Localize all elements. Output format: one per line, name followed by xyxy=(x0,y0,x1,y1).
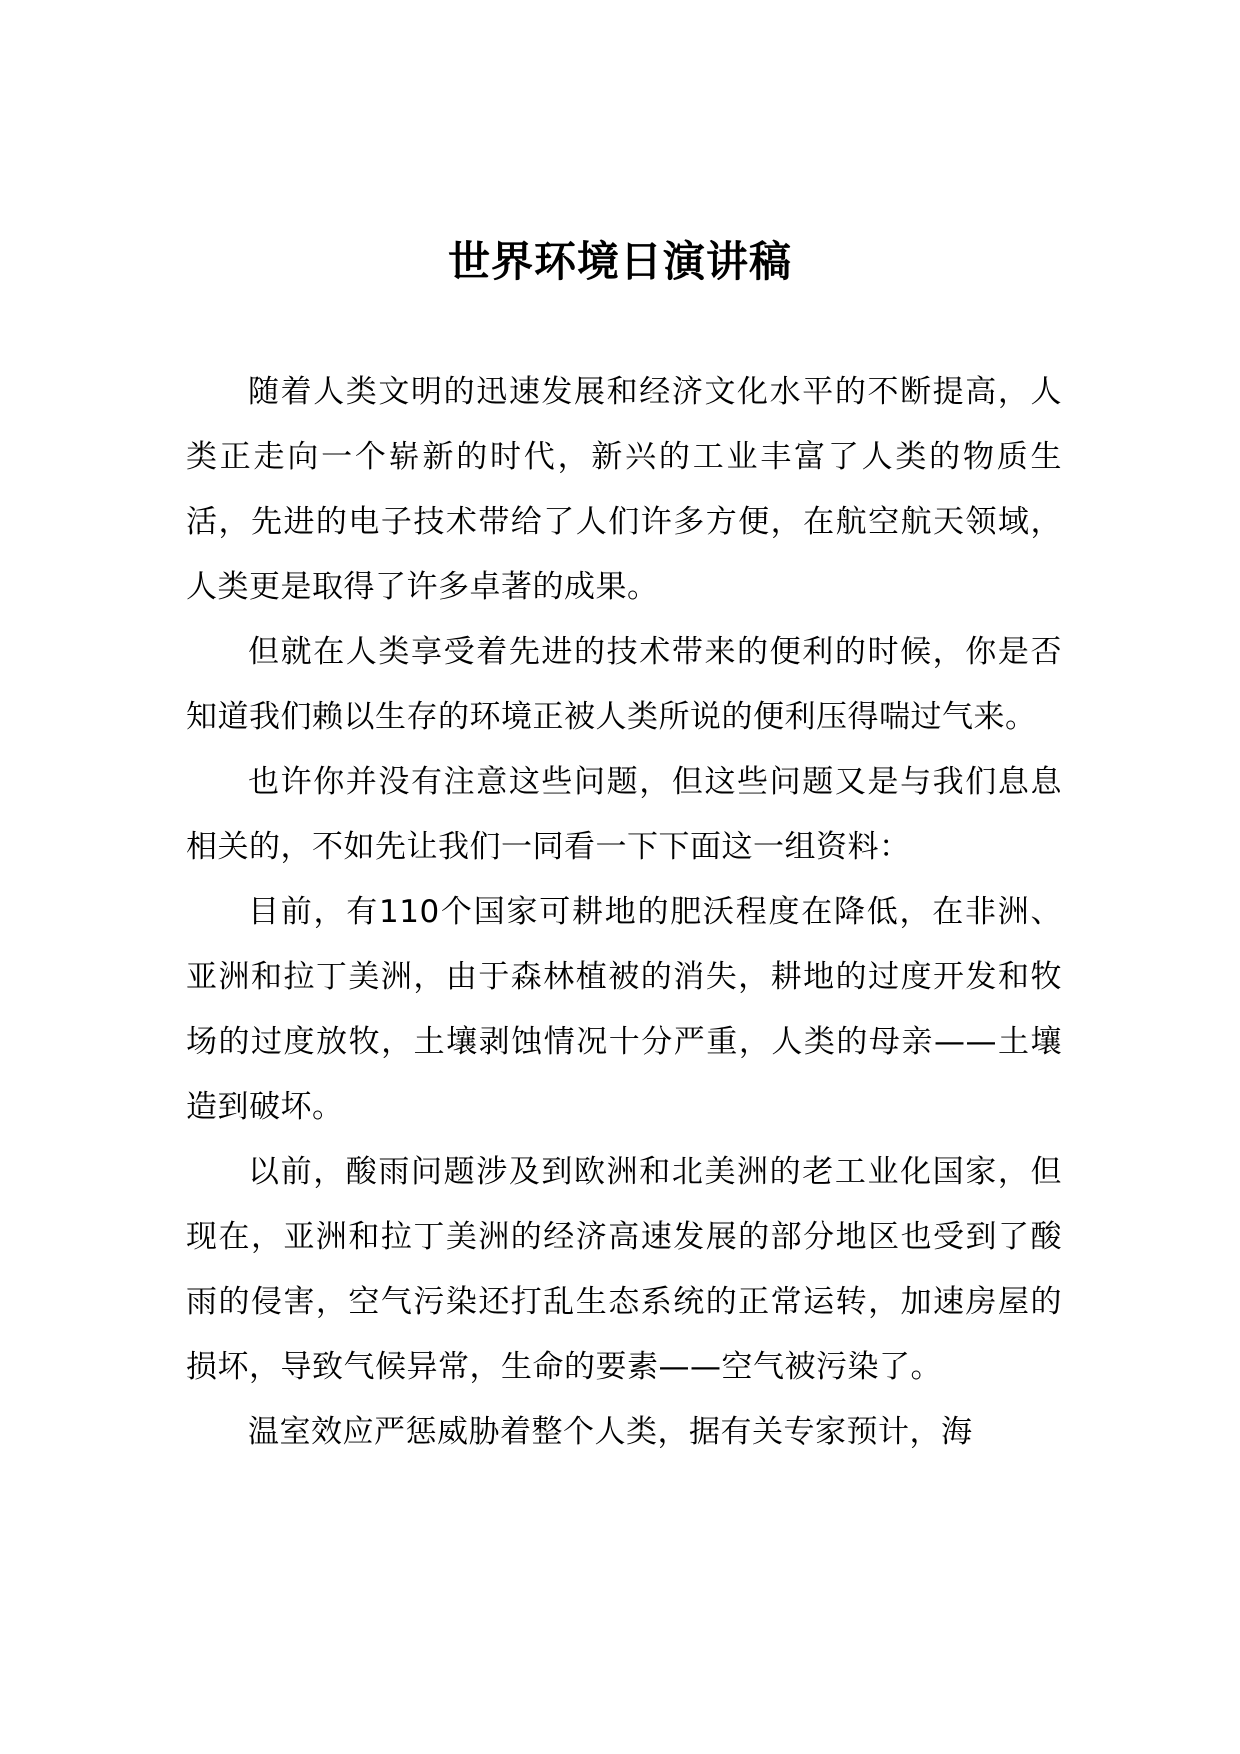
paragraph: 随着人类文明的迅速发展和经济文化水平的不断提高，人类正走向一个崭新的时代，新兴的工业丰富了人类的物质生活，先进的电子技术带给了人们许多方便，在航空航天领域，人类更是取得了许多卓著的成果。 xyxy=(186,374,1062,605)
document-body xyxy=(186,360,1062,1465)
document-title: 世界环境日演讲稿 xyxy=(447,237,792,286)
paragraph: 也许你并没有注意这些问题，但这些问题又是与我们息息相关的，不如先让我们一同看一下下面这一组资料： xyxy=(186,764,1062,865)
paragraph: 目前，有110个国家可耕地的肥沃程度在降低，在非洲、亚洲和拉丁美洲，由于森林植被的消失，耕地的过度开发和牧场的过度放牧，土壤剥蚀情况十分严重，人类的母亲——土壤造到破坏。 xyxy=(186,894,1062,1125)
paragraph: 温室效应严惩威胁着整个人类，据有关专家预计，海 xyxy=(248,1414,973,1450)
paragraph: 以前，酸雨问题涉及到欧洲和北美洲的老工业化国家，但现在，亚洲和拉丁美洲的经济高速发展的部分地区也受到了酸雨的侵害，空气污染还打乱生态系统的正常运转，加速房屋的损坏，导致气候异常，生命的要素——空气被污染了。 xyxy=(186,1154,1062,1385)
paragraph: 但就在人类享受着先进的技术带来的便利的时候，你是否知道我们赖以生存的环境正被人类所说的便利压得喘过气来。 xyxy=(186,634,1062,735)
